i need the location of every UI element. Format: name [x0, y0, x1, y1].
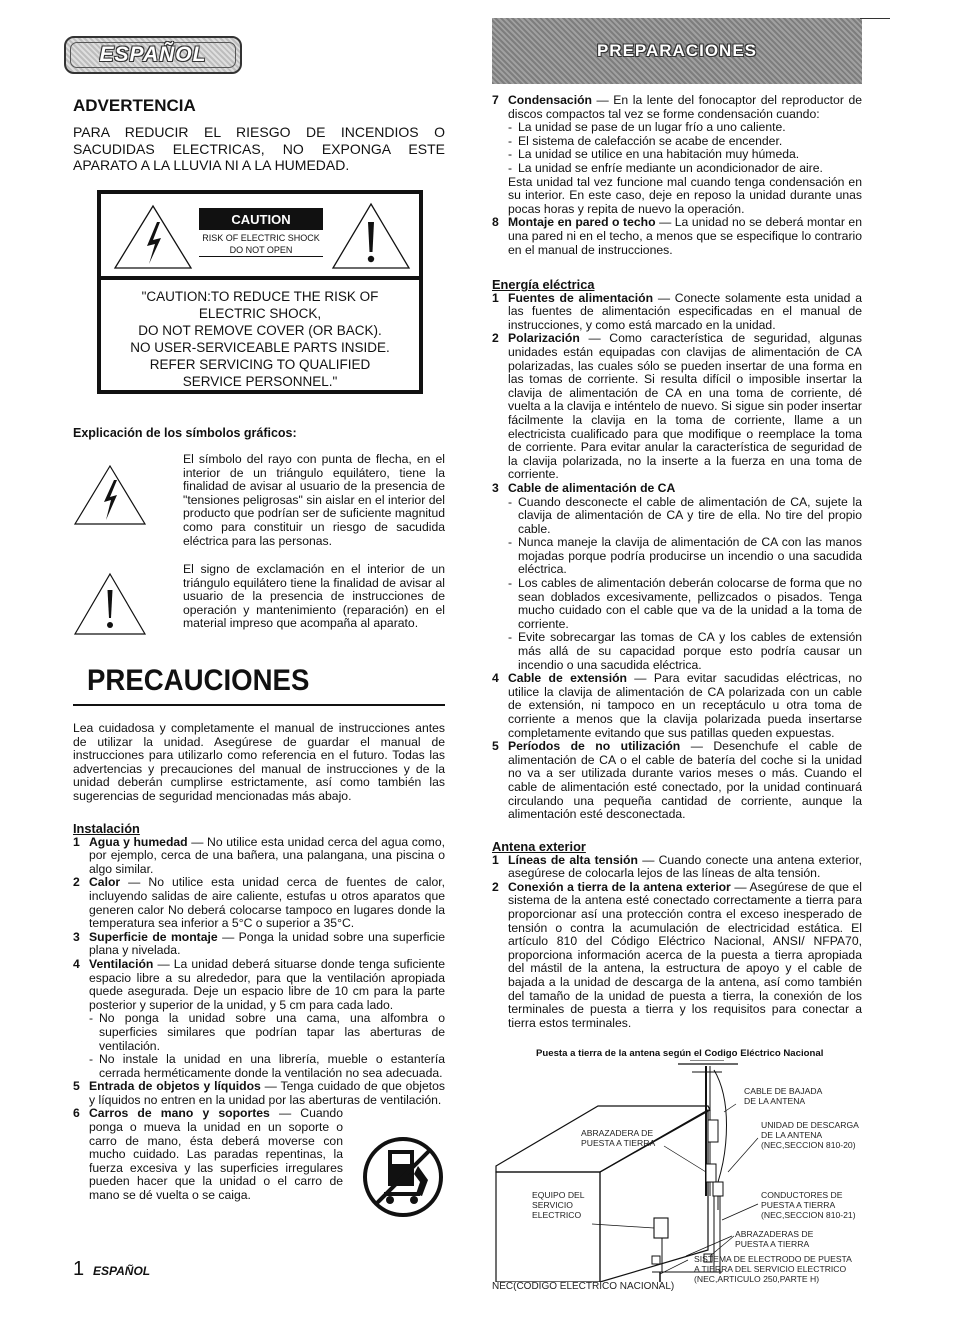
list-item: 1 Fuentes de alimentación — Conecte solamente esta unidad a las fuentes de alimentación especificadas en el manual de instrucciones, y como está marcado en la unidad.	[492, 290, 862, 332]
list-item: 2 Calor — No utilice esta unidad cerca de fuentes de calor, incluyendo salidas de aire caliente, estufas u otros aparatos que generen calor No deberá colocarse tampoco en lugares donde la temperatura sea inferior a 5°C o superior a 35°C.	[73, 875, 445, 931]
dash-item: - Nunca maneje la clavija de alimentación de CA con las manos mojadas porque podría producirse un incendio o una sacudida eléctrica.	[508, 535, 862, 577]
precauciones-intro	[73, 722, 445, 804]
intro-text: Lea cuidadosa y completamente el manual de instrucciones antes de utilizar la unidad. Asegúrese de guardar el manual de instrucciones para utilizarlo como referencia en el futuro. Todas las advertencias y precauciones del manual de instrucciones y de la unidad deberán cumplirse estrictamente, así como también las sugerencias de seguridad mencionadas más abajo.	[73, 721, 445, 803]
condensation-after: Esta unidad tal vez funcione mal cuando tenga condensación en su interior. En este caso, deje en reposo la unidad durante unas pocas horas y repita de nuevo la operación.	[508, 174, 862, 216]
lightning-warning-icon	[113, 204, 193, 270]
precauciones-rule	[73, 704, 445, 706]
label-nec: NEC(CODIGO ELECTRICO NACIONAL)	[492, 1281, 675, 1292]
instalacion-title: Instalación	[73, 821, 140, 836]
list-item: 5 Entrada de objetos y líquidos — Tenga cuidado de que objetos y líquidos no entren en la unidad por las aberturas de ventilación.	[73, 1079, 445, 1107]
list-item: 5 Períodos de no utilización — Desenchufe el cable de alimentación de CA o el cable de batería del coche si la unidad no va a ser utilizada durante varios meses o más. Cuando el cable de alimentación esté conectado, por la unidad continuará circulando una pequeña cantidad de corriente, aunque la alimentación esté desconectada.	[492, 739, 862, 822]
dash-item: - Evite sobrecargar las tomas de CA y los cables de extensión más allá de su capacidad porque esto podría causar un incendio o una sacudida eléctrica.	[508, 630, 862, 672]
label-conductores: CONDUCTORES DE PUESTA A TIERRA (NEC,SECCION 810-21)	[761, 1190, 856, 1220]
dash-item: - No ponga la unidad sobre una cama, una alfombra o superficies similares que podrían tapar las aberturas de ventilación.	[89, 1011, 445, 1053]
list-item: 4 Ventilación — La unidad deberá situarse donde tenga suficiente espacio libre a su alrededor, para que la ventilación apropiada quede asegurada. Deje un espacio libre de 10 cm para la parte posterior y superior de la unidad, y 5 cm para cada lado.	[73, 956, 445, 1012]
dash-item: - La unidad se pase de un lugar frío a uno caliente.	[508, 120, 786, 135]
exclamation-warning-icon	[331, 202, 411, 270]
list-item: 2 Conexión a tierra de la antena exterior — Asegúrese de que el sistema de la antena esté conectado correctamente a tierra para proporcionar así una protección contra el exceso inesperado de tensión o contra la acumulación de electricidad estática. El artículo 810 del Código Eléctrico Nacional, ANSI/ NFPA70, proporciona información acerca de la puesta a tierra apropiada del mástil de la antena, la estructura de apoyo y el cable de bajada a la unidad de descarga de la antena, así como también del tamaño de la unidad de puesta a tierra, la conexión de los terminales de puesta a tierra y los requisitos para conectar a tierra estos terminales.	[492, 879, 862, 1030]
energia-section	[492, 278, 862, 822]
list-item: 8 Montaje en pared o techo — La unidad no se deberá montar en una pared ni en el techo, a menos que se especifique lo contrario en el manual de instrucciones.	[492, 215, 862, 257]
antena-section	[492, 840, 862, 1030]
dash-item: - La unidad se enfríe mediante un acondicionador de aire.	[508, 160, 823, 175]
symbols-title: Explicación de los símbolos gráficos:	[73, 426, 297, 440]
dash-item: - Los cables de alimentación deberán colocarse de forma que no sean doblados excesivamente, pellizcados o pisados. Tenga mucho cuidado con el cable que va de la unidad a la toma de corriente.	[508, 576, 862, 631]
dash-item: - Cuando desconecte el cable de alimentación de CA, sujete la clavija de alimentación de CA y tire de ella. No tire del propio cable.	[508, 494, 862, 536]
advertencia-text: PARA REDUCIR EL RIESGO DE INCENDIOS O SACUDIDAS ELECTRICAS, NO EXPONGA ESTE APARATO A LA LLUVIA NI A LA HUMEDAD.	[73, 124, 445, 173]
advertencia-title: ADVERTENCIA	[73, 96, 196, 115]
dash-item: - El sistema de calefacción se acabe de encender.	[508, 133, 783, 148]
caution-line: "CAUTION:TO REDUCE THE RISK OF	[141, 289, 379, 304]
footer-language: ESPAÑOL	[93, 1264, 151, 1278]
dash-item: - La unidad se utilice en una habitación muy húmeda.	[508, 147, 800, 162]
caution-sub-2: DO NOT OPEN	[229, 245, 293, 255]
caution-line: DO NOT REMOVE COVER (OR BACK).	[138, 323, 382, 338]
list-item: 3 Superficie de montaje — Ponga la unidad sobre una superficie plana y nivelada.	[73, 929, 445, 958]
caution-message	[109, 288, 411, 390]
lightning-symbol-icon	[73, 464, 147, 526]
section-banner: PREPARACIONES	[492, 18, 862, 84]
label-unidad-descarga: UNIDAD DE DESCARGA DE LA ANTENA (NEC,SECCION 810-20)	[761, 1120, 859, 1150]
caution-line: SERVICE PERSONNEL."	[182, 374, 338, 389]
precauciones-title: PRECAUCIONES	[87, 664, 310, 697]
caution-sub-1: RISK OF ELECTRIC SHOCK	[202, 233, 320, 243]
dash-item: - No instale la unidad en una librería, mueble o estantería cerrada herméticamente donde la ventilación no sea adecuada.	[89, 1052, 445, 1080]
preparaciones-section	[492, 94, 862, 257]
language-badge	[64, 36, 242, 74]
list-item: 6 Carros de mano y soportes — Cuando ponga o mueva la unidad en un soporte o carro de mano, ésta deberá moverse con mucho cuidado. Las paradas repentinas, la fuerza excesiva y las superficies irregulares pueden hacer que la unidad o el carro de mano se dé vuelta o se caiga.	[73, 1106, 343, 1203]
label-abrazadera: ABRAZADERA DE PUESTA A TIERRA	[581, 1128, 656, 1148]
list-item: 1 Líneas de alta tensión — Cuando conecte una antena exterior, asegúrese de colocarla lejos de las líneas de alta tensión.	[492, 852, 862, 881]
label-cable-bajada: CABLE DE BAJADA DE LA ANTENA	[744, 1086, 823, 1106]
list-item: 4 Cable de extensión — Para evitar sacudidas eléctricas, no utilice la clavija de alimentación de CA polarizada con un cable de extensión, ni tampoco en un receptáculo u otra toma de corriente a menos que la clavija polarizada pueda insertarse completamente evitando que sus patillas queden expuestas.	[492, 671, 862, 740]
language-badge-label: ESPAÑOL	[70, 42, 236, 68]
caution-line: ELECTRIC SHOCK,	[198, 306, 322, 321]
label-equipo: EQUIPO DEL SERVICIO ELECTRICO	[532, 1190, 585, 1220]
caution-line: NO USER-SERVICEABLE PARTS INSIDE.	[130, 340, 390, 355]
list-item: 1 Agua y humedad — No utilice esta unidad cerca del agua como, por ejemplo, cerca de una bañera, una palangana, una piscina o algo similar.	[73, 834, 445, 876]
lightning-explanation: El símbolo del rayo con punta de flecha, en el interior de un triángulo equilátero, tiene la finalidad de avisar al usuario de la presencia de "tensiones peligrosas" sin aislar en el interior del producto que podrían ser de suficiente magnitud como para constituir un riesgo de sacudida eléctrica para las personas.	[183, 452, 445, 548]
caution-sublabel	[199, 232, 323, 257]
caution-box	[97, 190, 423, 394]
exclamation-symbol-icon	[73, 572, 147, 636]
antena-title: Antena exterior	[492, 839, 586, 854]
label-abrazaderas: ABRAZADERAS DE PUESTA A TIERRA	[735, 1229, 814, 1249]
label-sistema: SISTEMA DE ELECTRODO DE PUESTA A TIERRA DEL SERVICIO ELECTRICO (NEC,ARTICULO 250,PARTE H)	[694, 1254, 852, 1284]
cart-warning-icon	[362, 1136, 444, 1218]
energia-title: Energía eléctrica	[492, 277, 595, 292]
page-number: 1	[73, 1258, 85, 1280]
list-item: 3 Cable de alimentación de CA	[492, 480, 676, 495]
caution-divider	[101, 276, 419, 280]
caution-line: REFER SERVICING TO QUALIFIED	[149, 357, 371, 372]
caution-label: CAUTION	[199, 208, 323, 230]
banner-rule	[860, 18, 890, 19]
list-item: 7 Condensación — En la lente del fonocaptor del reproductor de discos compactos tal vez se forme condensación cuando:	[492, 93, 862, 121]
diagram-title: Puesta a tierra de la antena según el Codigo Eléctrico Nacional	[536, 1048, 824, 1059]
exclamation-explanation: El signo de exclamación en el interior de un triángulo equilátero tiene la finalidad de avisar al usuario de la presencia de instrucciones de operación y mantenimiento (reparación) en el material impreso que acompaña al aparato.	[183, 562, 445, 631]
list-item: 2 Polarización — Como característica de seguridad, algunas unidades están equipadas con clavijas de alimentación de CA polarizadas, las cuales sólo se pueden insertar de una forma en las tomas de corriente. Si resulta difícil o imposible insertar la clavija de alimentación de CA en una toma de corriente, dé vuelta a la clavija e inténtelo de nuevo. Si sigue sin poder insertar fácilmente la clavija en la toma de corriente, llame a un electricista cualificado para que modifique o reemplace la toma de corriente. Para evitar anular la característica de seguridad de la clavija polarizada, no la inserte a la fuerza en una toma de corriente.	[492, 331, 862, 482]
